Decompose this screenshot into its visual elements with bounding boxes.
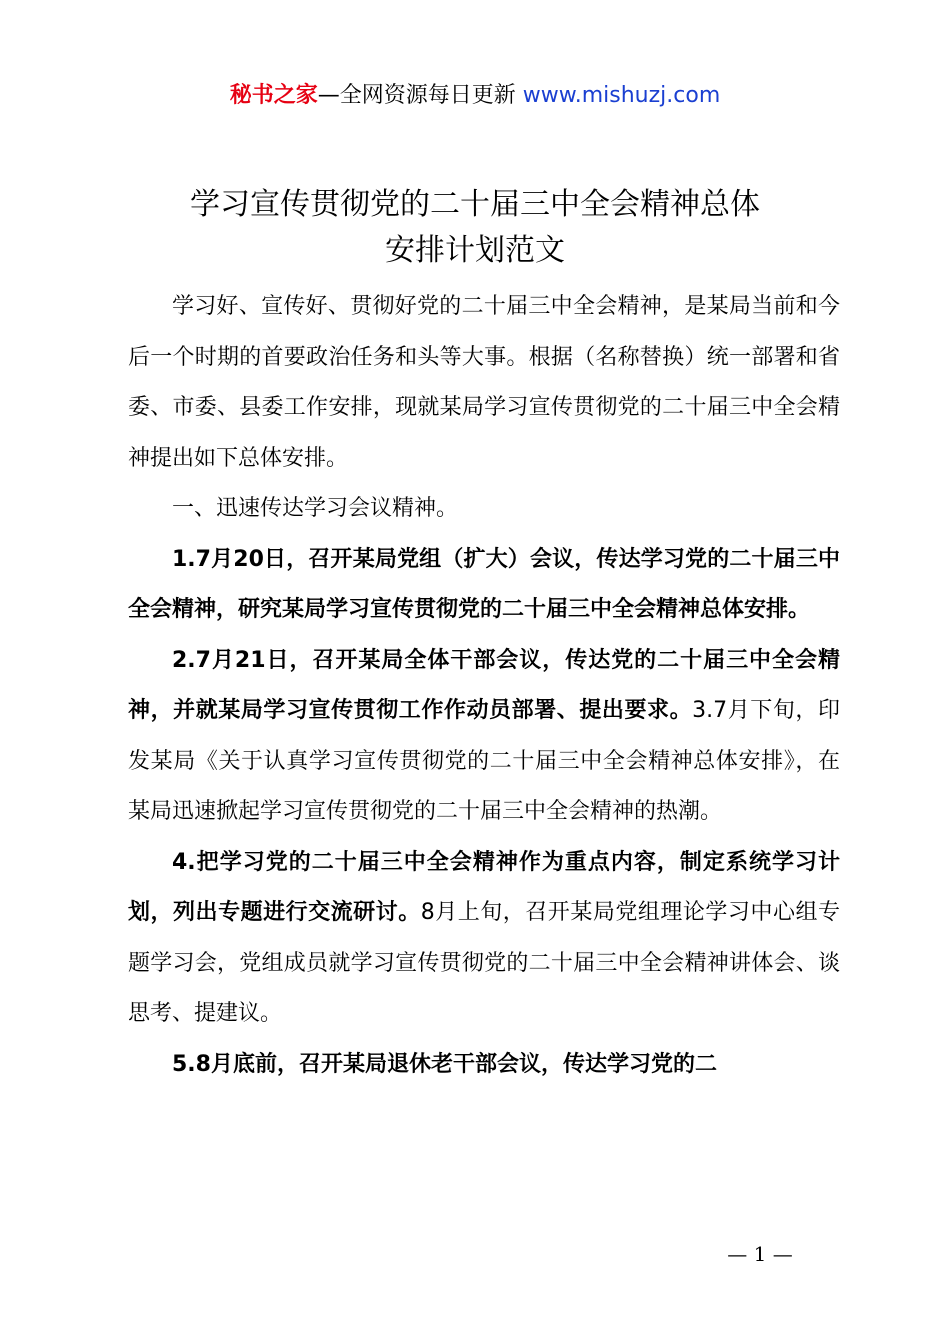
site-header xyxy=(0,80,950,112)
section-heading-1: 一、迅速传达学习会议精神。 xyxy=(172,496,459,521)
title-line-2: 安排计划范文 xyxy=(385,233,565,268)
paragraph-intro: 学习好、宣传好、贯彻好党的二十届三中全会精神，是某局当前和今后一个时期的首要政治任务和头等大事。根据（名称替换）统一部署和省委、市委、县委工作安排，现就某局学习宣传贯彻党的二十届三中全会精神提出如下总体安排。 xyxy=(128,294,840,471)
header-tagline: —全网资源每日更新 xyxy=(317,83,523,108)
item-2-bold: 2.7月21日，召开某局全体干部会议，传达党的二十届三中全会精神，并就某局学习宣传贯彻工作作动员部署、提出要求。 xyxy=(128,647,840,723)
page-number: — 1 — xyxy=(727,1242,793,1266)
site-url[interactable]: www.mishuzj.com xyxy=(522,83,721,108)
item-1: 1.7月20日，召开某局党组（扩大）会议，传达学习党的二十届三中全会精神，研究某局学习宣传贯彻党的二十届三中全会精神总体安排。 xyxy=(128,546,840,622)
item-5: 5.8月底前，召开某局退休老干部会议，传达学习党的二 xyxy=(172,1051,717,1077)
item-4 xyxy=(128,838,840,1040)
item-4-text: 8月上旬，召开某局党组理论学习中心组专题学习会，党组成员就学习宣传贯彻党的二十届三中全会精神讲体会、谈思考、提建议。 xyxy=(128,900,840,1026)
document-title xyxy=(100,182,850,274)
item-2-3 xyxy=(128,636,840,838)
item-4-bold: 4.把学习党的二十届三中全会精神作为重点内容，制定系统学习计划，列出专题进行交流研讨。 xyxy=(128,849,840,925)
title-line-1: 学习宣传贯彻党的二十届三中全会精神总体 xyxy=(190,187,760,222)
document-body xyxy=(128,282,840,1090)
brand-name: 秘书之家 xyxy=(229,83,318,108)
item-3-text: 3.7月下旬，印发某局《关于认真学习宣传贯彻党的二十届三中全会精神总体安排》，在某局迅速掀起学习宣传贯彻党的二十届三中全会精神的热潮。 xyxy=(128,698,840,824)
